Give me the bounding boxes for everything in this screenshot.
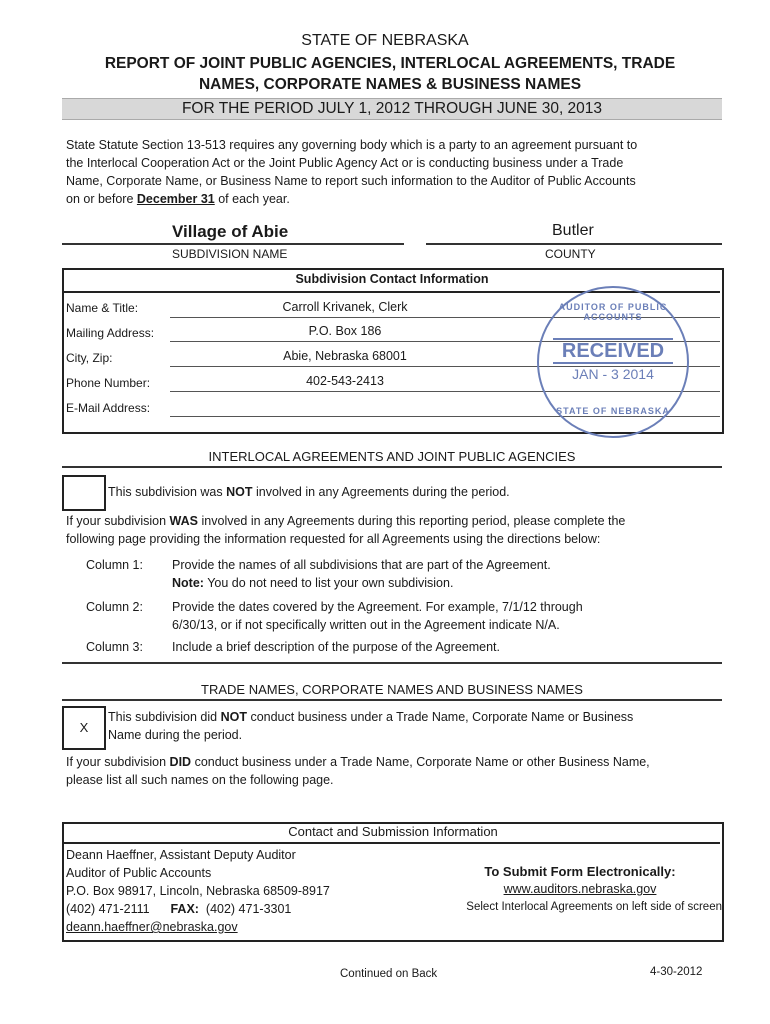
divider — [426, 243, 722, 245]
trade-check-not: NOT — [220, 710, 247, 724]
interlocal-not-involved-checkbox[interactable] — [62, 475, 106, 511]
deadline: December 31 — [136, 192, 215, 206]
field-label: Name & Title: — [66, 301, 139, 315]
column1-note: You do not need to list your own subdivision. — [207, 576, 454, 590]
trade-instructions — [66, 753, 731, 789]
report-title-line2: NAMES, CORPORATE NAMES & BUSINESS NAMES — [198, 76, 582, 93]
form-date: 4-30-2012 — [650, 966, 703, 978]
interlocal-if-text-a: If your subdivision — [66, 514, 167, 528]
phone-value: 402-543-2413 — [306, 374, 384, 388]
stamp-date: JAN - 3 2014 — [572, 366, 654, 382]
received-stamp — [537, 286, 689, 438]
intro-line: State Statute Section 13-513 requires any governing body which is a party to an agreement pursuant to — [66, 138, 638, 152]
intro-line: Name, Corporate Name, or Business Name to report such information to the Auditor of Public Accounts — [66, 174, 636, 188]
continued-on-back: Continued on Back — [340, 968, 438, 980]
column2-text-line: Provide the dates covered by the Agreement. For example, 7/1/12 through — [172, 600, 583, 614]
trade-if-text-a: If your subdivision — [66, 755, 167, 769]
report-title-line1: REPORT OF JOINT PUBLIC AGENCIES, INTERLOCAL AGREEMENTS, TRADE — [104, 55, 676, 72]
auditor-fax: (402) 471-3301 — [205, 902, 292, 916]
trade-heading: TRADE NAMES, CORPORATE NAMES AND BUSINESS NAMES — [201, 682, 583, 697]
period-text: FOR THE PERIOD JULY 1, 2012 THROUGH JUNE 30, 2013 — [181, 100, 603, 117]
divider — [64, 842, 720, 844]
trade-check-text-b: conduct business under a Trade Name, Corporate Name or Business — [250, 710, 634, 724]
auditor-contact — [66, 846, 330, 936]
divider — [62, 243, 404, 245]
state-title: STATE OF NEBRASKA — [301, 32, 469, 49]
electronic-heading: To Submit Form Electronically: — [484, 864, 676, 879]
trade-if-text-b: conduct business under a Trade Name, Corporate Name or other Business Name, — [194, 755, 650, 769]
trade-check-text — [108, 708, 723, 744]
column2-text — [172, 598, 722, 634]
intro-line: the Interlocal Cooperation Act or the Joint Public Agency Act or is conducting business under a Trade — [66, 156, 624, 170]
field-label: E-Mail Address: — [66, 401, 151, 415]
subdivision-name-label: SUBDIVISION NAME — [172, 247, 288, 261]
column2-text-line: 6/30/13, or if not specifically written out in the Agreement indicate N/A. — [172, 618, 560, 632]
submission-heading: Contact and Submission Information — [288, 824, 498, 839]
stamp-received: RECEIVED — [553, 338, 673, 364]
column1-text-line: Provide the names of all subdivisions that are part of the Agreement. — [172, 558, 551, 572]
interlocal-instructions — [66, 512, 726, 548]
city-zip-value: Abie, Nebraska 68001 — [283, 349, 407, 363]
county-name: Butler — [552, 222, 594, 239]
auditor-line: Deann Haeffner, Assistant Deputy Auditor — [66, 848, 296, 862]
interlocal-check-text-b: involved in any Agreements during the period. — [256, 485, 510, 499]
column3-label: Column 3: — [86, 640, 143, 654]
contact-heading: Subdivision Contact Information — [295, 272, 489, 286]
divider — [62, 466, 722, 468]
divider — [62, 699, 722, 701]
intro-line: of each year. — [218, 192, 290, 206]
interlocal-check-not: NOT — [226, 485, 253, 499]
trade-if-did: DID — [169, 755, 192, 769]
county-label: COUNTY — [545, 247, 596, 261]
column2-label: Column 2: — [86, 600, 143, 614]
intro-line: on or before — [66, 192, 134, 206]
contact-name-value: Carroll Krivanek, Clerk — [282, 300, 408, 314]
fax-label: FAX: — [170, 902, 199, 916]
field-label: Phone Number: — [66, 376, 151, 390]
column1-label: Column 1: — [86, 558, 143, 572]
stamp-top-text: AUDITOR OF PUBLIC ACCOUNTS — [558, 302, 668, 322]
interlocal-if-was: WAS — [169, 514, 199, 528]
select-instruction: Select Interlocal Agreements on left side of screen — [466, 901, 722, 913]
field-label: City, Zip: — [66, 351, 113, 365]
stamp-bottom-text: STATE OF NEBRASKA — [556, 406, 670, 416]
auditor-phone: (402) 471-2111 — [66, 902, 150, 916]
column1-note-label: Note: — [172, 576, 204, 590]
column1-text — [172, 556, 722, 592]
interlocal-check-text-a: This subdivision was — [108, 485, 223, 499]
trade-check-text-a: This subdivision did — [108, 710, 218, 724]
interlocal-if-text-b: involved in any Agreements during this reporting period, please complete the — [201, 514, 626, 528]
trade-check-line2: Name during the period. — [108, 728, 243, 742]
intro-paragraph — [66, 136, 726, 208]
trade-not-conducted-checkbox[interactable]: X — [62, 706, 106, 750]
auditor-email-link[interactable]: deann.haeffner@nebraska.gov — [66, 920, 238, 934]
period-banner — [62, 98, 722, 120]
column3-text: Include a brief description of the purpose of the Agreement. — [172, 640, 500, 654]
auditor-line: Auditor of Public Accounts — [66, 866, 212, 880]
field-label: Mailing Address: — [66, 326, 155, 340]
interlocal-heading: INTERLOCAL AGREEMENTS AND JOINT PUBLIC AGENCIES — [208, 449, 576, 464]
trade-if-line2: please list all such names on the following page. — [66, 773, 334, 787]
interlocal-if-line2: following page providing the information requested for all Agreements using the directions below: — [66, 532, 601, 546]
subdivision-name: Village of Abie — [172, 222, 289, 241]
auditor-line: P.O. Box 98917, Lincoln, Nebraska 68509-8917 — [66, 884, 330, 898]
mailing-address-value: P.O. Box 186 — [308, 324, 382, 338]
interlocal-check-text — [108, 483, 510, 501]
divider — [62, 662, 722, 664]
auditor-website-link[interactable]: www.auditors.nebraska.gov — [503, 882, 657, 896]
